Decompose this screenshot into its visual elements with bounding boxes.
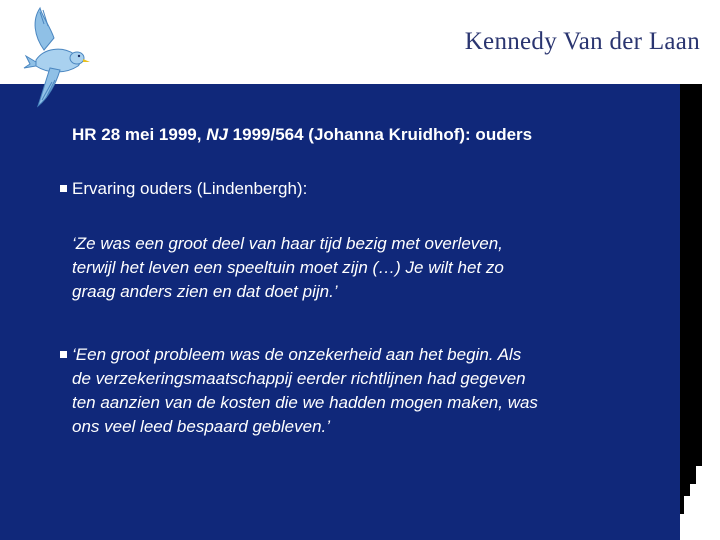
header-bar: [0, 0, 720, 84]
bullet-line: ‘Een groot probleem was de onzekerheid aan het begin. Als: [72, 345, 522, 364]
slide-title: HR 28 mei 1999, NJ 1999/564 (Johanna Kruidhof): ouders: [72, 125, 533, 144]
bullet-square-icon: [60, 351, 67, 358]
slide-content: HR 28 mei 1999, NJ 1999/564 (Johanna Kruidhof): ouders Ervaring ouders (Lindenbergh): ‘Ze was een groot deel van haar tijd bezig met overleven, terwijl het leven een speeltuin moet zijn (…) Je wilt het zo graag anders zien en dat doet pijn.’ ‘Een groot probleem was de onzekerheid aan het begin. Als de verzekeringsmaatschappij eerder richtlijnen had gegeven ten aanzien van de kosten die we hadden mogen maken, was ons veel leed bespaard gebleven.’: [0, 84, 680, 540]
quote-line: graag anders zien en dat doet pijn.’: [72, 282, 338, 301]
seagull-icon: [22, 2, 94, 108]
bullet-square-icon: [60, 185, 67, 192]
quote-block: [72, 232, 504, 304]
brand-name: Kennedy Van der Laan: [464, 28, 700, 55]
staircase-shape: [680, 84, 720, 540]
quote-line: terwijl het leven een speeltuin moet zijn (…) Je wilt het zo: [72, 258, 504, 277]
bullet-line: ons veel leed bespaard gebleven.’: [72, 417, 331, 436]
quote-line: ‘Ze was een groot deel van haar tijd bezig met overleven,: [72, 234, 503, 253]
bullet-line: ten aanzien van de kosten die we hadden mogen maken, was: [72, 393, 538, 412]
bullet-line: de verzekeringsmaatschappij eerder richtlijnen had gegeven: [72, 369, 526, 388]
decorative-edge: [680, 84, 720, 540]
